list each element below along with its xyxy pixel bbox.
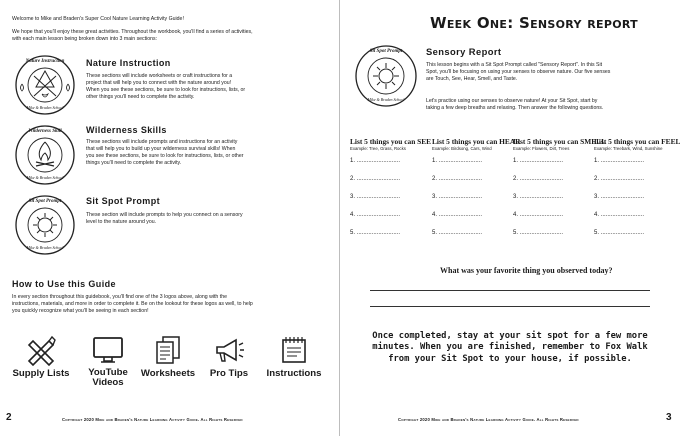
icon-label: Supply Lists (12, 368, 70, 379)
blank-line[interactable]: 5. .......................... (594, 230, 645, 236)
pro-tips-item (199, 334, 259, 390)
crossed-pencils-icon (24, 334, 58, 366)
worksheet-icon (151, 334, 185, 366)
logo-label: Wilderness Skill (28, 129, 62, 134)
body-line: Let's practice using our senses to observe nature! At your Sit Spot, start by (426, 98, 598, 104)
instructions-item (260, 334, 328, 390)
logo-footer: Mike & Braden School (26, 105, 64, 110)
blank-line[interactable]: 5. .......................... (432, 230, 483, 236)
supply-lists-item (11, 334, 71, 390)
icon-label: Pro Tips (209, 368, 249, 379)
column-example: Example: Treebark, Wind, Sunshine (594, 146, 663, 151)
blank-line[interactable]: 4. .......................... (513, 212, 564, 218)
megaphone-icon (212, 334, 246, 366)
blank-line[interactable]: 2. .......................... (594, 176, 645, 182)
column-heading: List 5 things you can SEE (350, 137, 432, 146)
closing-line: minutes. When you are finished, remember to Fox Walk (372, 342, 648, 353)
column-heading: List 5 things you can HEAR (432, 137, 521, 146)
column-example: Example: Tree, Grass, Rocks (350, 146, 406, 151)
blank-line[interactable]: 3. .......................... (350, 194, 401, 200)
blank-line[interactable]: 2. .......................... (432, 176, 483, 182)
icon-label: YouTube Videos (88, 367, 128, 388)
monitor-icon (91, 334, 125, 366)
logo-label: Nature Instruction (25, 59, 65, 64)
logo-label: Sit Spot Prompt (28, 199, 62, 204)
blank-line[interactable]: 4. .......................... (594, 212, 645, 218)
see-column (350, 137, 432, 242)
blank-line[interactable]: 5. .......................... (513, 230, 564, 236)
worksheets-item (138, 334, 198, 390)
favorite-question: What was your favorite thing you observed today? (440, 266, 613, 275)
section-heading-wilderness-skills: Wilderness Skills (86, 125, 167, 135)
section-body-line: project that will help you to connect with the nature around you! (86, 80, 232, 86)
section-heading-sit-spot-prompt: Sit Spot Prompt (86, 196, 160, 206)
hear-column (432, 137, 521, 242)
blank-line[interactable]: 1. .......................... (594, 158, 645, 164)
notepad-icon (277, 334, 311, 366)
blank-line[interactable]: 4. .......................... (350, 212, 401, 218)
answer-line[interactable] (370, 306, 650, 307)
logo-footer: Mike & Braden School (26, 245, 64, 250)
how-to-line: instructions, materials, and more in order to complete it. Be on the lookout for these logos as well, to help (12, 301, 253, 307)
blank-line[interactable]: 3. .......................... (432, 194, 483, 200)
smell-column (513, 137, 607, 242)
how-to-heading: How to Use this Guide (12, 279, 116, 289)
logo-label: Sit Spot Prompt (369, 49, 403, 54)
blank-line[interactable]: 1. .......................... (513, 158, 564, 164)
blank-line[interactable]: 1. .......................... (350, 158, 401, 164)
closing-line: Once completed, stay at your sit spot for a few more (372, 331, 648, 341)
section-body-line: These sections will include worksheets or craft instructions for a (86, 73, 233, 79)
blank-line[interactable]: 3. .......................... (513, 194, 564, 200)
copyright-footer: Copyright 2020 Mike and Braden's Nature Learning Activity Guide. All Rights Reserved (62, 417, 243, 422)
intro-title: Welcome to Mike and Braden's Super Cool Nature Learning Activity Guide! (12, 16, 184, 22)
logo-footer: Mike & Braden School (367, 97, 405, 102)
blank-line[interactable]: 2. .......................... (513, 176, 564, 182)
icon-label: Worksheets (140, 368, 196, 379)
closing-instructions (354, 331, 666, 365)
blank-line[interactable]: 4. .......................... (432, 212, 483, 218)
blank-line[interactable]: 5. .......................... (350, 230, 401, 236)
body-line: taking a few deep breaths and relaxing. Then answer the following questions. (426, 105, 604, 111)
copyright-footer: Copyright 2020 Mike and Braden's Nature Learning Activity Guide. All Rights Reserved (398, 417, 579, 422)
column-heading: List 5 things you can SMELL (513, 137, 607, 146)
intro-line: with each main lesson being broken down into 3 main sections: (12, 36, 158, 42)
section-body-line: other things you'll need to complete the activity. (86, 94, 195, 100)
section-body-line: These section will include prompts to help you connect on a sensory (86, 212, 243, 218)
column-example: Example: Birdsong, Cars, Wind (432, 146, 492, 151)
section-heading-nature-instruction: Nature Instruction (86, 58, 171, 68)
page-number: 3 (666, 412, 672, 423)
section-body-line: you see these sections, be sure to look for instructions, lists, or other (86, 153, 244, 159)
body-line: Spot, you'll be focusing on using your senses to observe nature. Our five senses (426, 69, 611, 75)
right-page (340, 0, 680, 436)
section-body-line: These sections will include prompts and instructions for an activity (86, 139, 238, 145)
intro-line: We hope that you'll enjoy these great activities. Throughout the workbook, you'll find a series of activities, (12, 29, 253, 35)
answer-line[interactable] (370, 290, 650, 291)
how-to-line: In every section throughout this guidebook, you'll find one of the 3 logos above, along with the (12, 294, 227, 300)
section-body-line: level to the nature around you. (86, 219, 157, 225)
logo-footer: Mike & Braden School (26, 175, 64, 180)
sensory-report-heading: Sensory Report (426, 46, 502, 57)
closing-line: from your Sit Spot to your house, if possible. (388, 353, 632, 364)
body-line: are Touch, See, Hear, Smell, and Taste. (426, 76, 518, 82)
feel-column (594, 137, 680, 242)
body-line: This lesson begins with a Sit Spot Prompt called "Sensory Report". In this Sit (426, 62, 603, 68)
page-number: 2 (6, 412, 12, 423)
icon-label: Instructions (266, 368, 322, 379)
how-to-line: you quickly recognize what you'll be seeing in each section! (12, 308, 149, 314)
youtube-videos-item (78, 334, 138, 390)
blank-line[interactable]: 2. .......................... (350, 176, 401, 182)
section-body-line: that will help you to build up your wilderness survival skills! When (86, 146, 236, 152)
blank-line[interactable]: 3. .......................... (594, 194, 645, 200)
blank-line[interactable]: 1. .......................... (432, 158, 483, 164)
section-body-line: When you see these sections, be sure to look for instructions, lists, or (86, 87, 246, 93)
column-example: Example: Flowers, Dirt, Trees (513, 146, 570, 151)
column-heading: List 5 things you can FEEL (594, 137, 680, 146)
section-body-line: things you'll need to complete the activity. (86, 160, 182, 166)
week-title: Week One: Sensory report (430, 14, 638, 32)
